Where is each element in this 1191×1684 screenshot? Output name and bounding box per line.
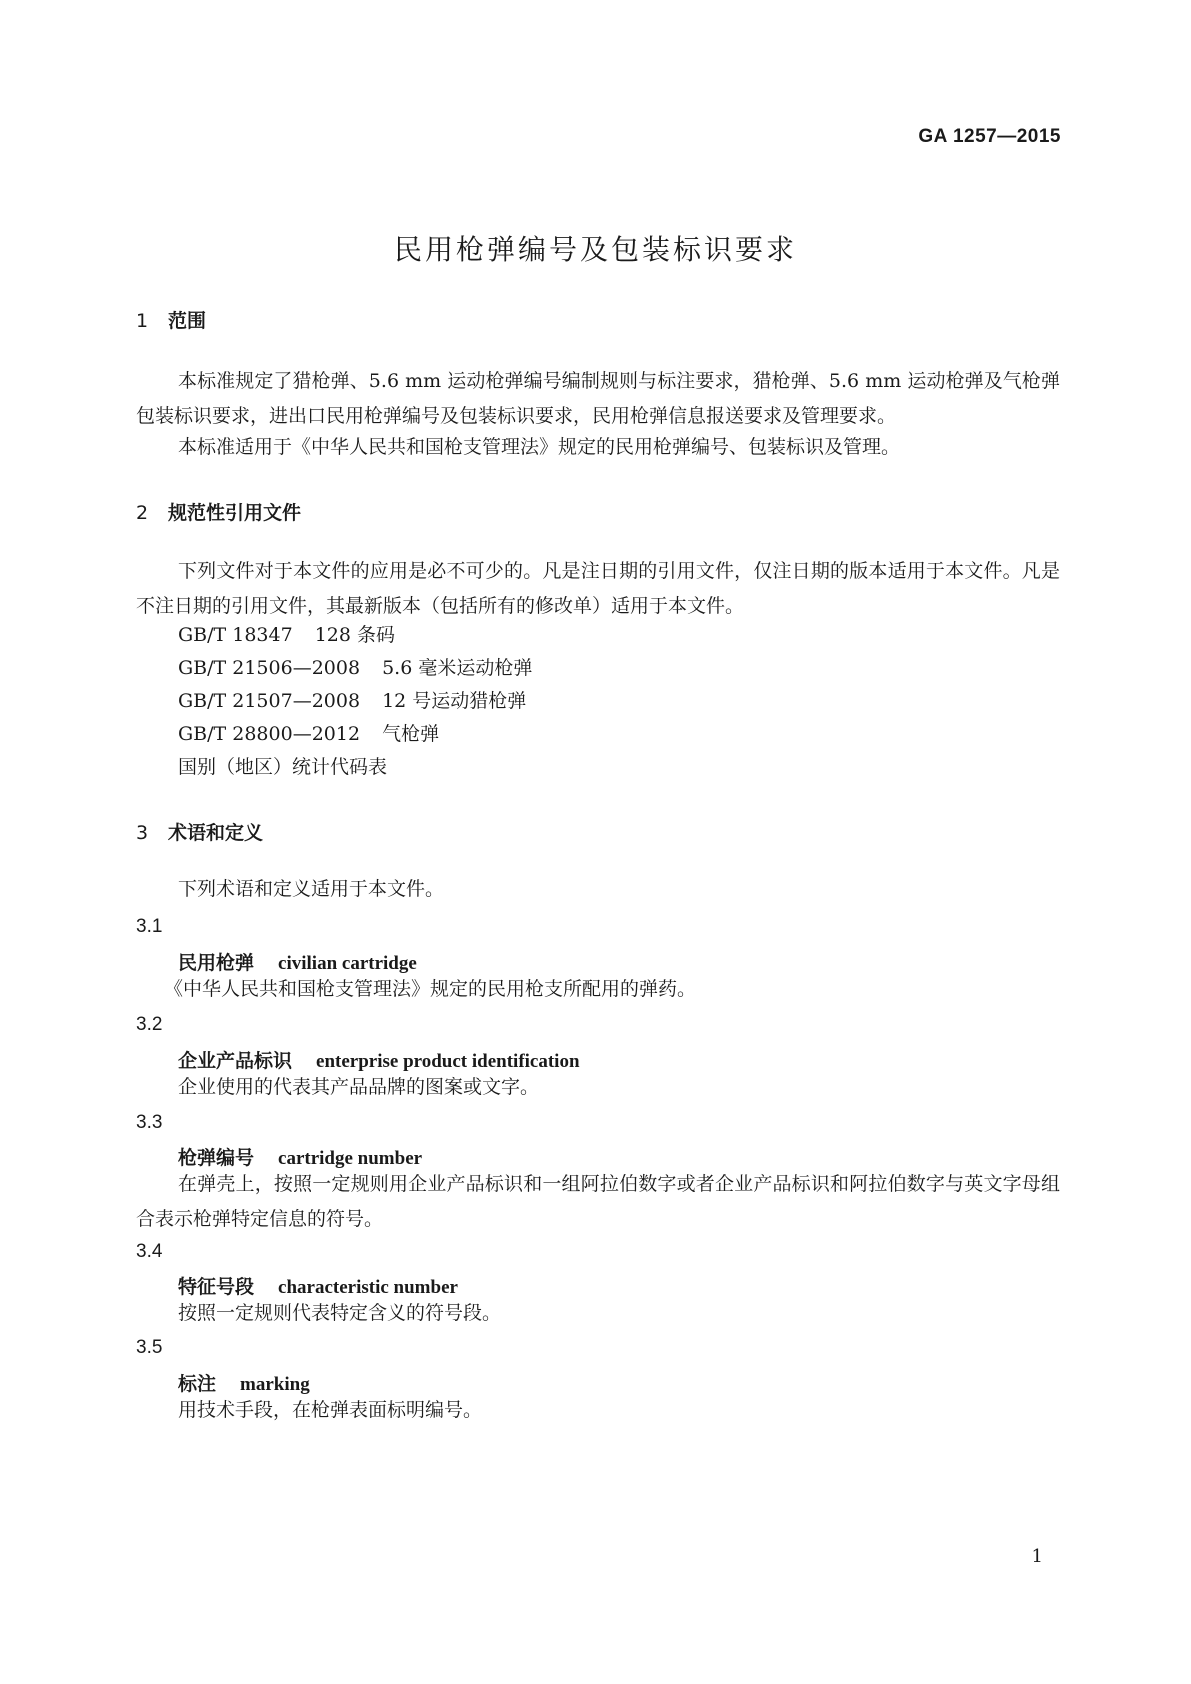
term-zh: 枪弹编号 [178, 1147, 255, 1169]
section-title: 范围 [168, 310, 207, 332]
section-number: 3 [136, 822, 149, 844]
term-number: 3.3 [136, 1112, 163, 1133]
section-title: 术语和定义 [168, 822, 264, 844]
section-number: 1 [136, 310, 149, 332]
paragraph: 本标准适用于《中华人民共和国枪支管理法》规定的民用枪弹编号、包装标识及管理。 [178, 436, 901, 458]
term-definition: 企业使用的代表其产品品牌的图案或文字。 [178, 1076, 540, 1098]
term-definition: 用技术手段，在枪弹表面标明编号。 [178, 1399, 483, 1421]
term-definition: 《中华人民共和国枪支管理法》规定的民用枪支所配用的弹药。 [164, 978, 697, 1000]
section-intro: 下列术语和定义适用于本文件。 [178, 878, 445, 900]
term-entry [178, 1143, 422, 1170]
term-entry [178, 1369, 310, 1396]
reference-code: GB/T 21507—2008 [178, 690, 361, 712]
reference-item [178, 717, 439, 752]
term-en: civilian cartridge [278, 953, 417, 974]
reference-name: 128 条码 [314, 624, 396, 646]
term-definition: 在弹壳上，按照一定规则用企业产品标识和一组阿拉伯数字或者企业产品标识和阿拉伯数字与英文字母组合表示枪弹特定信息的符号。 [136, 1173, 1060, 1230]
reference-item [178, 750, 387, 785]
term-entry [178, 1046, 580, 1073]
section-number: 2 [136, 502, 149, 524]
document-title: 民用枪弹编号及包装标识要求 [393, 233, 797, 266]
term-zh: 企业产品标识 [178, 1050, 293, 1072]
section-heading-normative-references [136, 498, 301, 525]
term-number: 3.2 [136, 1014, 163, 1035]
reference-item [178, 618, 395, 653]
reference-name: 国别（地区）统计代码表 [178, 756, 388, 778]
reference-name: 气枪弹 [382, 723, 440, 745]
reference-name: 5.6 毫米运动枪弹 [382, 657, 533, 679]
paragraph: 下列文件对于本文件的应用是必不可少的。凡是注日期的引用文件，仅注日期的版本适用于本文件。凡是不注日期的引用文件，其最新版本（包括所有的修改单）适用于本文件。 [136, 560, 1060, 617]
term-number: 3.1 [136, 916, 163, 937]
reference-code: GB/T 21506—2008 [178, 657, 361, 679]
term-entry [178, 948, 417, 975]
reference-code: GB/T 28800—2012 [178, 723, 361, 745]
term-number: 3.4 [136, 1241, 163, 1262]
reference-code: GB/T 18347 [178, 624, 293, 646]
reference-item [178, 684, 526, 719]
term-zh: 特征号段 [178, 1276, 255, 1298]
term-zh: 标注 [178, 1373, 217, 1395]
paragraph: 本标准规定了猎枪弹、5.6 mm 运动枪弹编号编制规则与标注要求，猎枪弹、5.6 mm 运动枪弹及气枪弹包装标识要求，进出口民用枪弹编号及包装标识要求，民用枪弹信息报送要求及管理要求。 [136, 370, 1060, 427]
term-definition: 按照一定规则代表特定含义的符号段。 [178, 1302, 502, 1324]
standard-number: GA 1257—2015 [918, 126, 1061, 147]
term-en: enterprise product identification [316, 1051, 580, 1072]
page-number: 1 [1031, 1546, 1043, 1567]
term-zh: 民用枪弹 [178, 952, 255, 974]
term-entry [178, 1272, 458, 1299]
reference-name: 12 号运动猎枪弹 [382, 690, 527, 712]
section-heading-terms-definitions [136, 818, 263, 845]
reference-item [178, 651, 532, 686]
term-en: cartridge number [278, 1148, 423, 1169]
term-en: marking [240, 1374, 310, 1395]
term-number: 3.5 [136, 1337, 163, 1358]
section-heading-scope [136, 306, 206, 333]
term-en: characteristic number [278, 1277, 458, 1298]
section-title: 规范性引用文件 [168, 502, 302, 524]
